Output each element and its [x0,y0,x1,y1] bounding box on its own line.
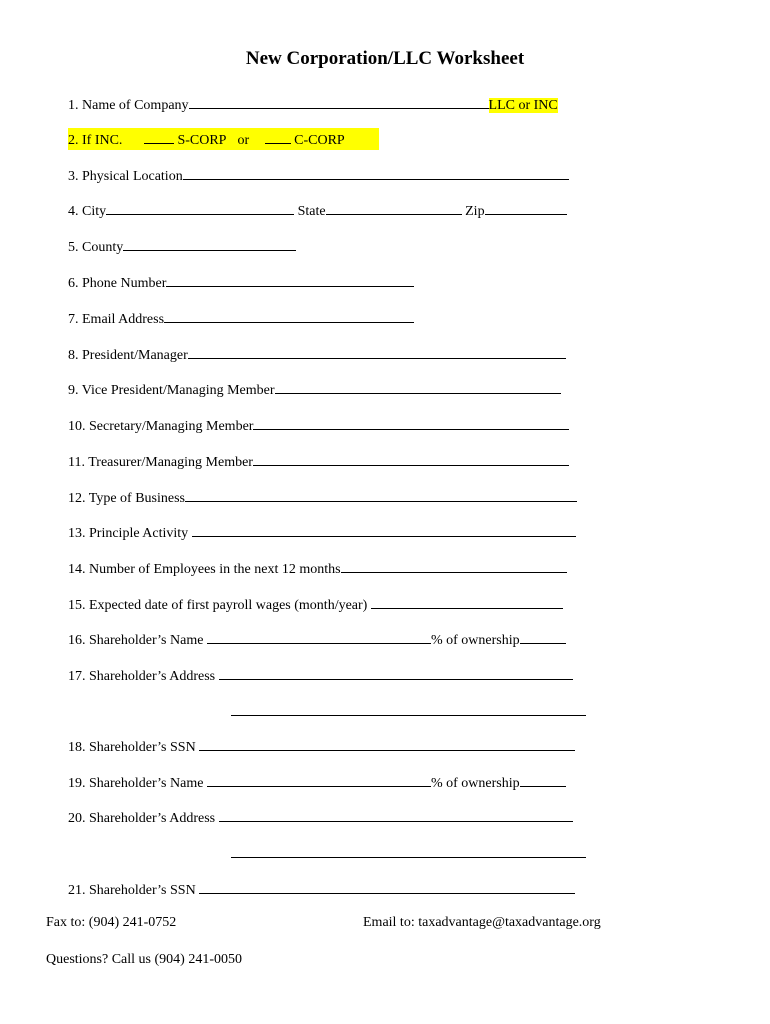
zip-label: Zip [465,204,485,219]
physical-location-label: Physical Location [82,169,183,184]
company-name-field[interactable] [189,93,489,109]
employees-label: Number of Employees in the next 12 months [89,562,341,577]
vice-president-row [68,378,561,400]
item-number: 9. [68,383,79,398]
item-number: 13. [68,526,86,541]
treasurer-field[interactable] [253,450,569,466]
state-field[interactable] [326,199,462,215]
item-number: 21. [68,883,86,898]
email-info: Email to: taxadvantage@taxadvantage.org [363,915,601,930]
business-type-row [68,486,577,508]
county-label: County [82,240,124,255]
email-row [68,307,414,329]
ownership-label: % of ownership [430,633,520,648]
questions-info: Questions? Call us (904) 241-0050 [46,952,242,967]
shareholder-1-name-field[interactable] [207,628,431,644]
secretary-field[interactable] [253,414,569,430]
payroll-date-field[interactable] [371,593,563,609]
item-number: 8. [68,348,79,363]
shareholder-2-address-line-2 [231,842,586,864]
president-field[interactable] [188,343,566,359]
item-number: 20. [68,811,86,826]
shareholder-ssn-label: Shareholder’s SSN [89,883,196,898]
treasurer-row [68,450,569,472]
shareholder-1-name-row [68,628,566,650]
page-title: New Corporation/LLC Worksheet [245,48,525,69]
treasurer-label: Treasurer/Managing Member [88,455,253,470]
physical-location-field[interactable] [183,164,569,180]
shareholder-1-ownership-field[interactable] [520,628,566,644]
item-number: 3. [68,169,79,184]
shareholder-1-ssn-field[interactable] [199,735,575,751]
shareholder-address-label: Shareholder’s Address [89,669,216,684]
item-number: 11. [68,455,85,470]
president-row [68,343,566,365]
secretary-row [68,414,569,436]
payroll-date-label: Expected date of first payroll wages (month/year) [89,598,368,613]
business-type-label: Type of Business [88,491,185,506]
item-number: 4. [68,204,79,219]
item-number: 5. [68,240,79,255]
inc-type-label: If INC. [82,133,123,148]
c-corp-field[interactable] [265,128,291,144]
shareholder-1-ssn-row [68,735,575,757]
shareholder-2-ssn-row [68,878,575,900]
vice-president-label: Vice President/Managing Member [81,383,275,398]
shareholder-ssn-label: Shareholder’s SSN [89,740,196,755]
email-field[interactable] [164,307,414,323]
payroll-date-row [68,593,563,615]
secretary-label: Secretary/Managing Member [89,419,254,434]
item-number: 16. [68,633,86,648]
shareholder-name-label: Shareholder’s Name [89,776,204,791]
item-number: 2. [68,133,79,148]
s-corp-label: S-CORP [177,133,226,148]
phone-label: Phone Number [82,276,167,291]
email-label: Email Address [82,312,165,327]
principle-activity-row [68,521,576,543]
item-number: 15. [68,598,86,613]
zip-field[interactable] [485,199,567,215]
shareholder-1-address-row [68,664,573,686]
city-state-zip-row [68,199,567,221]
physical-location-row [68,164,569,186]
c-corp-label: C-CORP [294,133,345,148]
shareholder-address-label: Shareholder’s Address [89,811,216,826]
item-number: 17. [68,669,86,684]
employees-field[interactable] [341,557,567,573]
item-number: 10. [68,419,86,434]
shareholder-2-name-field[interactable] [207,771,431,787]
shareholder-1-address-line-2 [231,700,586,722]
shareholder-2-ownership-field[interactable] [520,771,566,787]
item-number: 18. [68,740,86,755]
shareholder-2-address-field-2[interactable] [231,842,586,858]
principle-activity-label: Principle Activity [89,526,189,541]
item-number: 14. [68,562,86,577]
phone-row [68,271,414,293]
shareholder-2-address-field[interactable] [219,806,573,822]
fax-info: Fax to: (904) 241-0752 [46,915,177,930]
employees-row [68,557,567,579]
ownership-label: % of ownership [430,776,520,791]
item-number: 1. [68,98,79,113]
entity-type-label: LLC or INC [488,98,558,113]
county-row [68,235,296,257]
shareholder-2-ssn-field[interactable] [199,878,575,894]
inc-type-row [68,128,379,150]
item-number: 6. [68,276,79,291]
vice-president-field[interactable] [275,378,561,394]
phone-field[interactable] [166,271,414,287]
business-type-field[interactable] [185,486,577,502]
shareholder-2-address-row [68,806,573,828]
item-number: 19. [68,776,86,791]
president-label: President/Manager [82,348,188,363]
city-label: City [82,204,107,219]
company-name-row [68,93,558,115]
state-label: State [297,204,326,219]
principle-activity-field[interactable] [192,521,576,537]
s-corp-field[interactable] [144,128,174,144]
company-name-label: Name of Company [82,98,189,113]
shareholder-2-name-row [68,771,566,793]
shareholder-1-address-field[interactable] [219,664,573,680]
county-field[interactable] [123,235,296,251]
item-number: 7. [68,312,79,327]
item-number: 12. [68,491,86,506]
city-field[interactable] [106,199,294,215]
shareholder-name-label: Shareholder’s Name [89,633,204,648]
or-label: or [237,133,250,148]
shareholder-1-address-field-2[interactable] [231,700,586,716]
